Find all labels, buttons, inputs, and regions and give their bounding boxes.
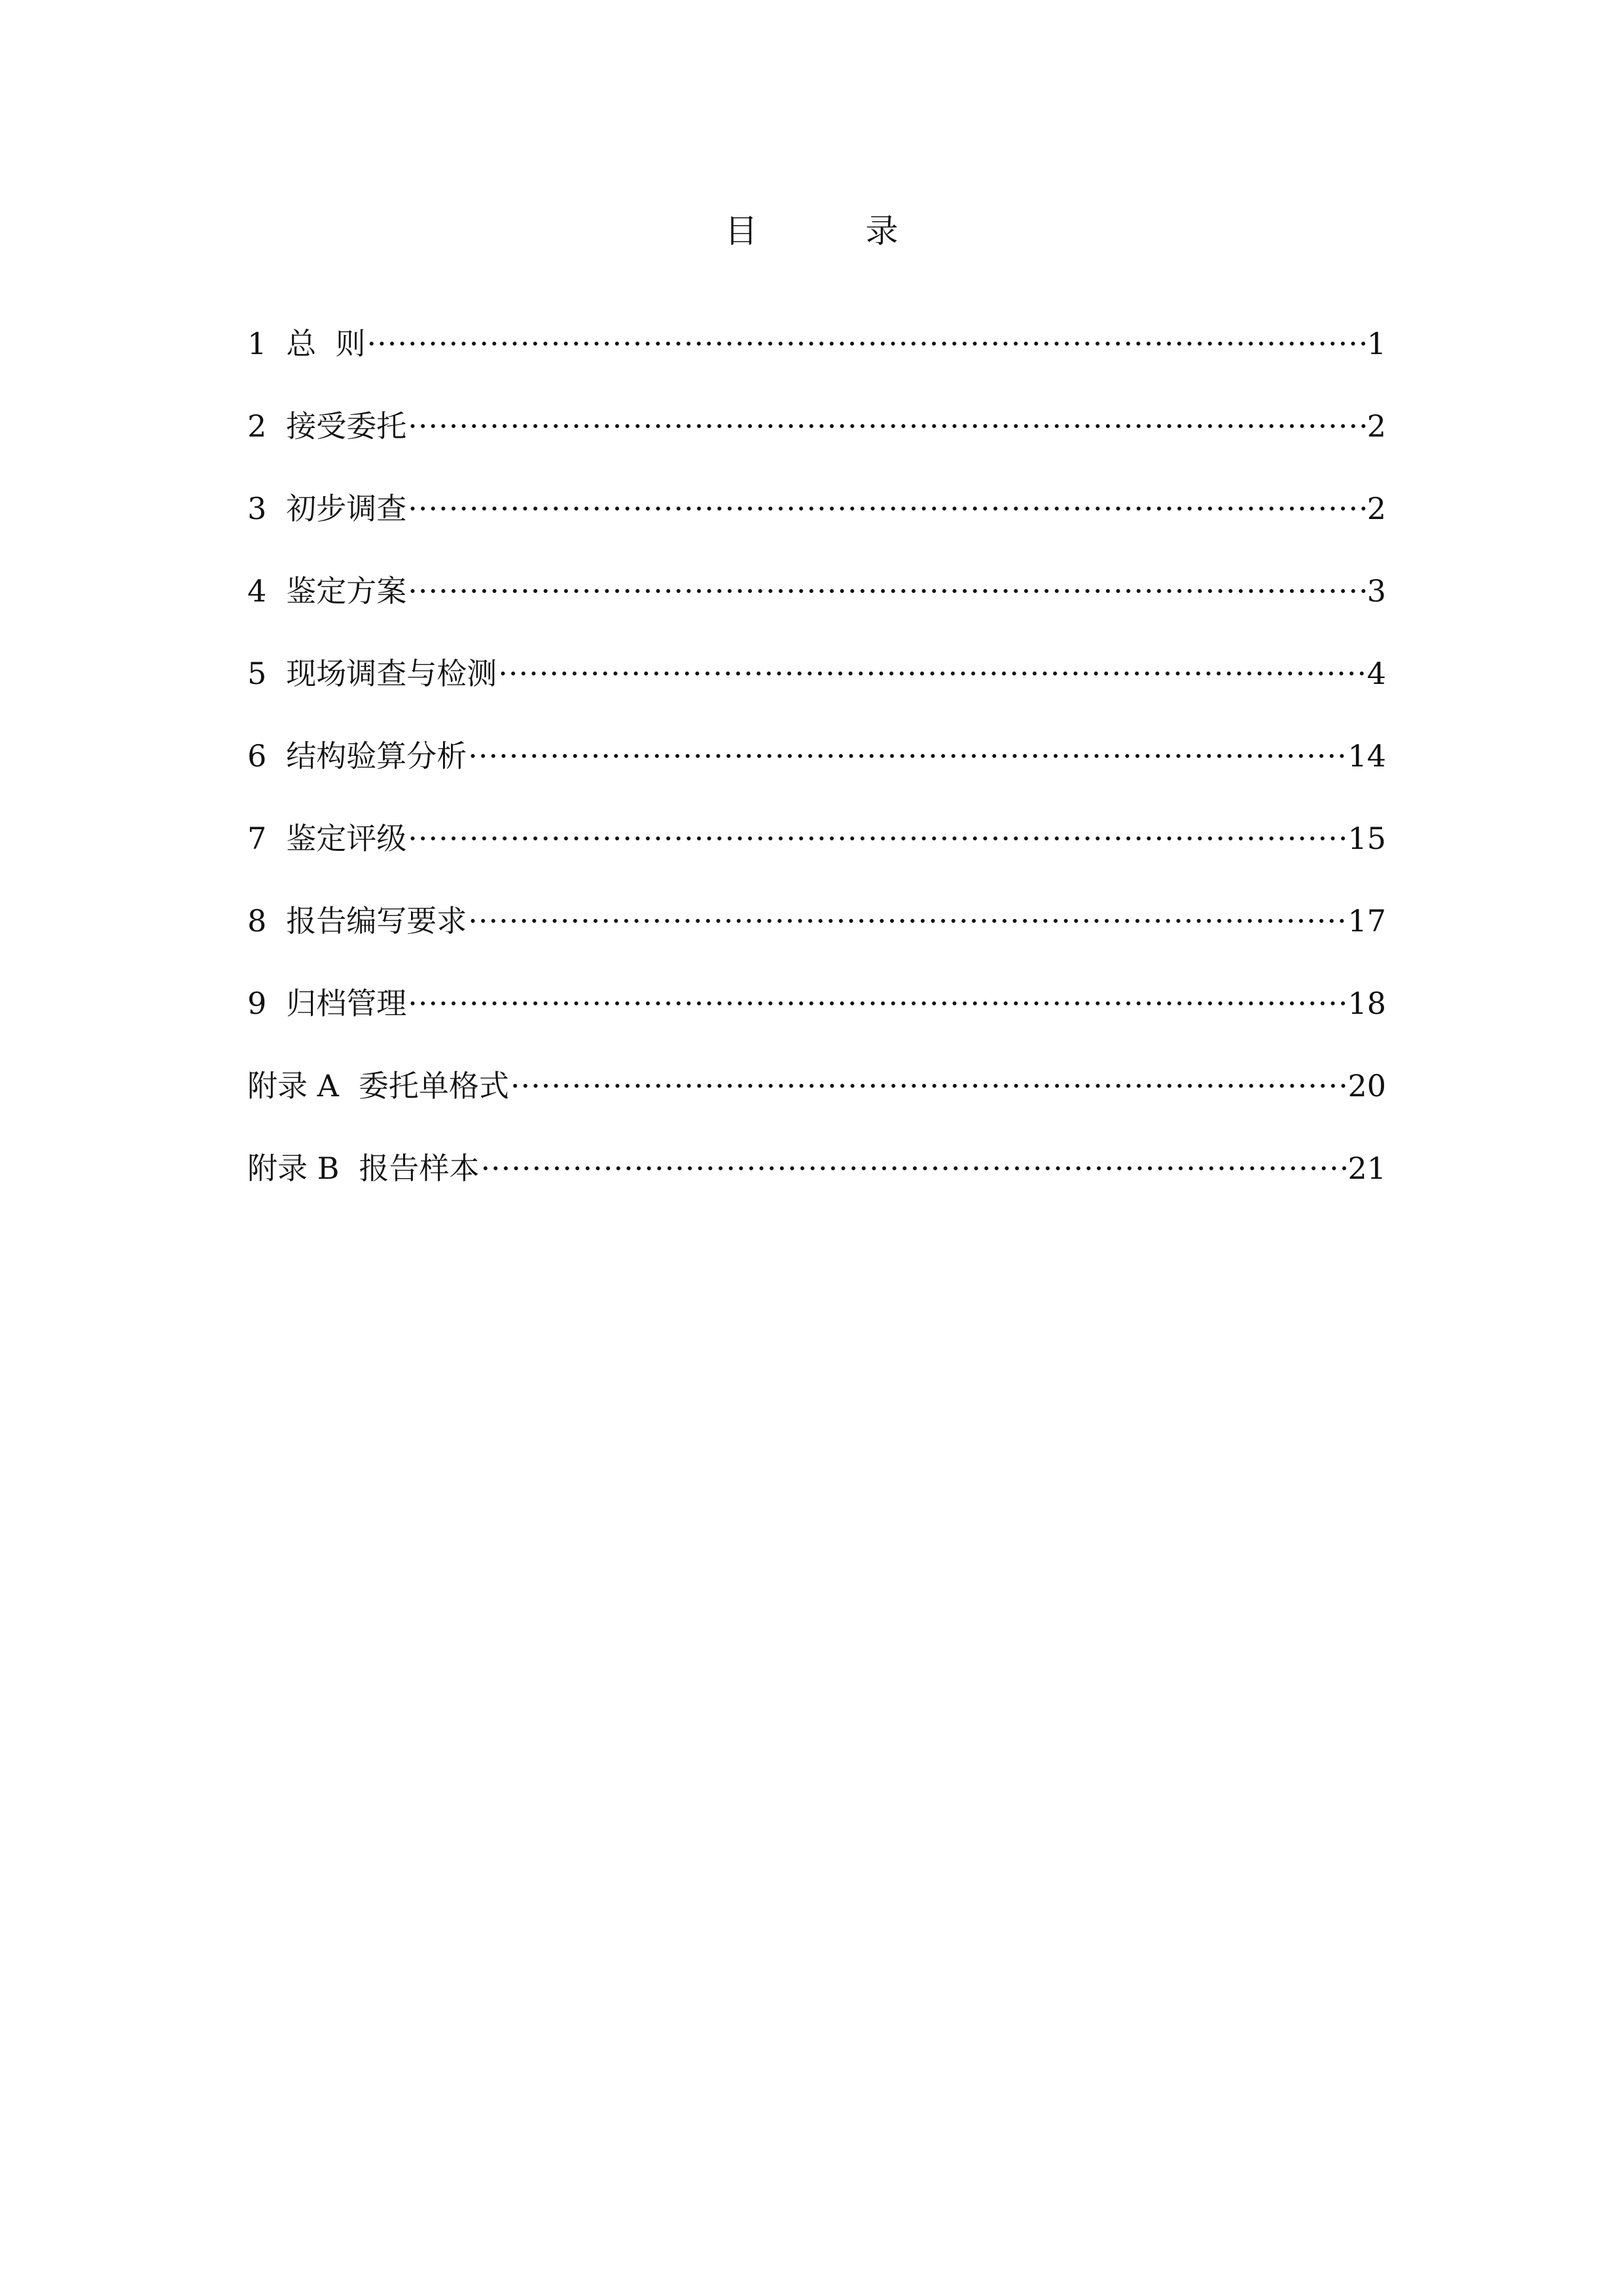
- toc-entry-label: 鉴定评级: [286, 821, 407, 856]
- toc-entry-page: 17: [1347, 903, 1386, 939]
- toc-title-right: 录: [865, 212, 899, 250]
- toc-entry[interactable]: [247, 486, 1386, 568]
- dot-leader: [408, 486, 1365, 531]
- toc-title: [0, 208, 1623, 254]
- toc-entry-label: 结构验算分析: [286, 738, 467, 774]
- toc-entry-label: 委托单格式: [358, 1068, 509, 1103]
- dot-leader: [367, 321, 1366, 367]
- toc-entry-page: 14: [1347, 738, 1386, 774]
- toc-entry-label: 初步调查: [286, 491, 407, 526]
- toc-entry[interactable]: [247, 568, 1386, 651]
- toc-entry-page: 18: [1347, 986, 1386, 1021]
- toc-entry-number: 6: [247, 738, 267, 774]
- dot-leader: [468, 898, 1346, 944]
- toc-entry-page: 3: [1366, 573, 1386, 609]
- toc-entry-number: 附录 A: [247, 1068, 339, 1103]
- toc-entry[interactable]: [247, 733, 1386, 816]
- toc-entry-number: 4: [247, 573, 267, 609]
- dot-leader: [468, 733, 1346, 779]
- toc-entry-number: 5: [247, 656, 267, 691]
- toc-entry-label: 报告样本: [359, 1151, 480, 1186]
- toc-entry[interactable]: [247, 1145, 1386, 1228]
- toc-entry[interactable]: [247, 321, 1386, 403]
- dot-leader: [408, 403, 1365, 449]
- toc-entry-page: 20: [1347, 1068, 1386, 1103]
- toc-entry-label: 报告编写要求: [286, 903, 467, 939]
- toc-entry-label: 归档管理: [286, 986, 407, 1021]
- toc-entry-label: 现场调查与检测: [286, 656, 497, 691]
- toc-entry-number: 3: [247, 491, 267, 526]
- toc-entry-number: 9: [247, 986, 267, 1021]
- dot-leader: [408, 980, 1346, 1026]
- toc-title-left: 目: [724, 212, 758, 250]
- toc-entry[interactable]: [247, 898, 1386, 980]
- toc-entry[interactable]: [247, 816, 1386, 898]
- toc-entry-page: 15: [1347, 821, 1386, 856]
- toc-entry-number: 2: [247, 408, 267, 444]
- toc-entry[interactable]: [247, 403, 1386, 486]
- toc-entry[interactable]: [247, 651, 1386, 733]
- toc-entry-label: 总 则: [286, 326, 366, 361]
- toc-entry-page: 2: [1366, 491, 1386, 526]
- dot-leader: [408, 568, 1365, 614]
- toc-entry-number: 7: [247, 821, 267, 856]
- dot-leader: [498, 651, 1365, 696]
- table-of-contents: [247, 321, 1386, 1228]
- toc-entry-number: 附录 B: [247, 1151, 340, 1186]
- toc-entry-page: 21: [1347, 1151, 1386, 1186]
- toc-entry-label: 接受委托: [286, 408, 407, 444]
- toc-entry-page: 1: [1366, 326, 1386, 361]
- toc-entry[interactable]: [247, 1063, 1386, 1145]
- toc-entry[interactable]: [247, 980, 1386, 1063]
- dot-leader: [408, 816, 1346, 861]
- toc-entry-label: 鉴定方案: [286, 573, 407, 609]
- dot-leader: [510, 1063, 1347, 1109]
- toc-entry-page: 4: [1366, 656, 1386, 691]
- toc-entry-number: 8: [247, 903, 267, 939]
- toc-entry-page: 2: [1366, 408, 1386, 444]
- toc-entry-number: 1: [247, 326, 267, 361]
- dot-leader: [480, 1145, 1346, 1191]
